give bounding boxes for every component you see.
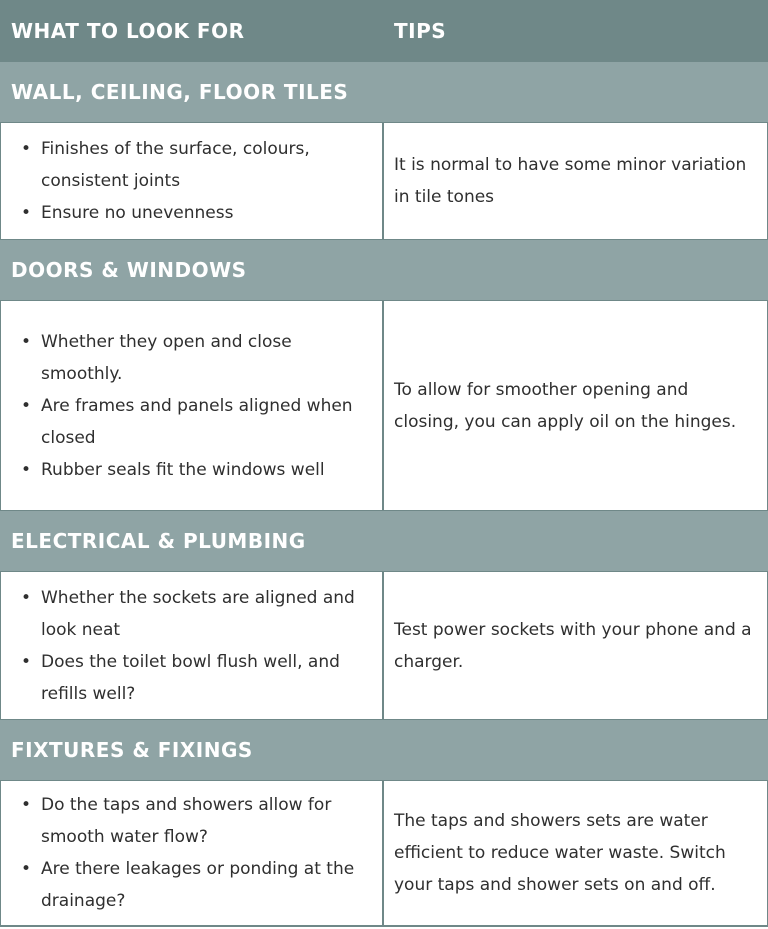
list-item: • Whether the sockets are aligned and look neat <box>21 587 355 640</box>
table-row <box>0 123 768 239</box>
list-item: • Are frames and panels aligned when closed <box>21 395 353 448</box>
section-title-row <box>0 61 768 123</box>
tip-text: The taps and showers sets are water efficient to reduce water waste. Switch your taps and shower sets on and off. <box>394 811 726 895</box>
list-item: • Does the toilet bowl flush well, and refills well? <box>21 651 340 704</box>
check-list <box>11 133 382 229</box>
tip-cell <box>384 301 767 510</box>
section-title-row <box>0 239 768 301</box>
list-item: • Finishes of the surface, colours, consistent joints <box>21 139 310 191</box>
table-row <box>0 781 768 927</box>
list-item: • Rubber seals fit the windows well <box>21 459 325 480</box>
section-title: WALL, CEILING, FLOOR TILES <box>11 80 349 104</box>
section-title: FIXTURES & FIXINGS <box>11 738 253 762</box>
tip-text: To allow for smoother opening and closing, you can apply oil on the hinges. <box>394 379 737 432</box>
check-list <box>11 582 382 710</box>
list-item: • Ensure no unevenness <box>21 203 234 223</box>
check-list <box>11 326 382 486</box>
tip-cell <box>384 572 767 719</box>
what-to-look-for-cell <box>1 781 384 925</box>
list-item: • Are there leakages or ponding at the drainage? <box>21 859 355 911</box>
table-row <box>0 572 768 719</box>
what-to-look-for-cell <box>1 123 384 239</box>
what-to-look-for-cell <box>1 301 384 510</box>
tip-text: Test power sockets with your phone and a charger. <box>394 619 752 672</box>
tip-cell <box>384 781 767 925</box>
tip-text: It is normal to have some minor variation in tile tones <box>394 155 747 207</box>
header-tips: TIPS <box>394 18 447 43</box>
header-what-to-look-for: WHAT TO LOOK FOR <box>11 18 245 43</box>
section-title: ELECTRICAL & PLUMBING <box>11 529 306 553</box>
section-title: DOORS & WINDOWS <box>11 258 247 282</box>
list-item: • Whether they open and close smoothly. <box>21 331 292 384</box>
what-to-look-for-cell <box>1 572 384 719</box>
tip-cell <box>384 123 767 239</box>
section-title-row <box>0 719 768 781</box>
list-item: • Do the taps and showers allow for smooth water flow? <box>21 795 332 847</box>
table-row <box>0 301 768 510</box>
check-list <box>11 789 382 917</box>
section-title-row <box>0 510 768 572</box>
table-header <box>0 0 768 61</box>
